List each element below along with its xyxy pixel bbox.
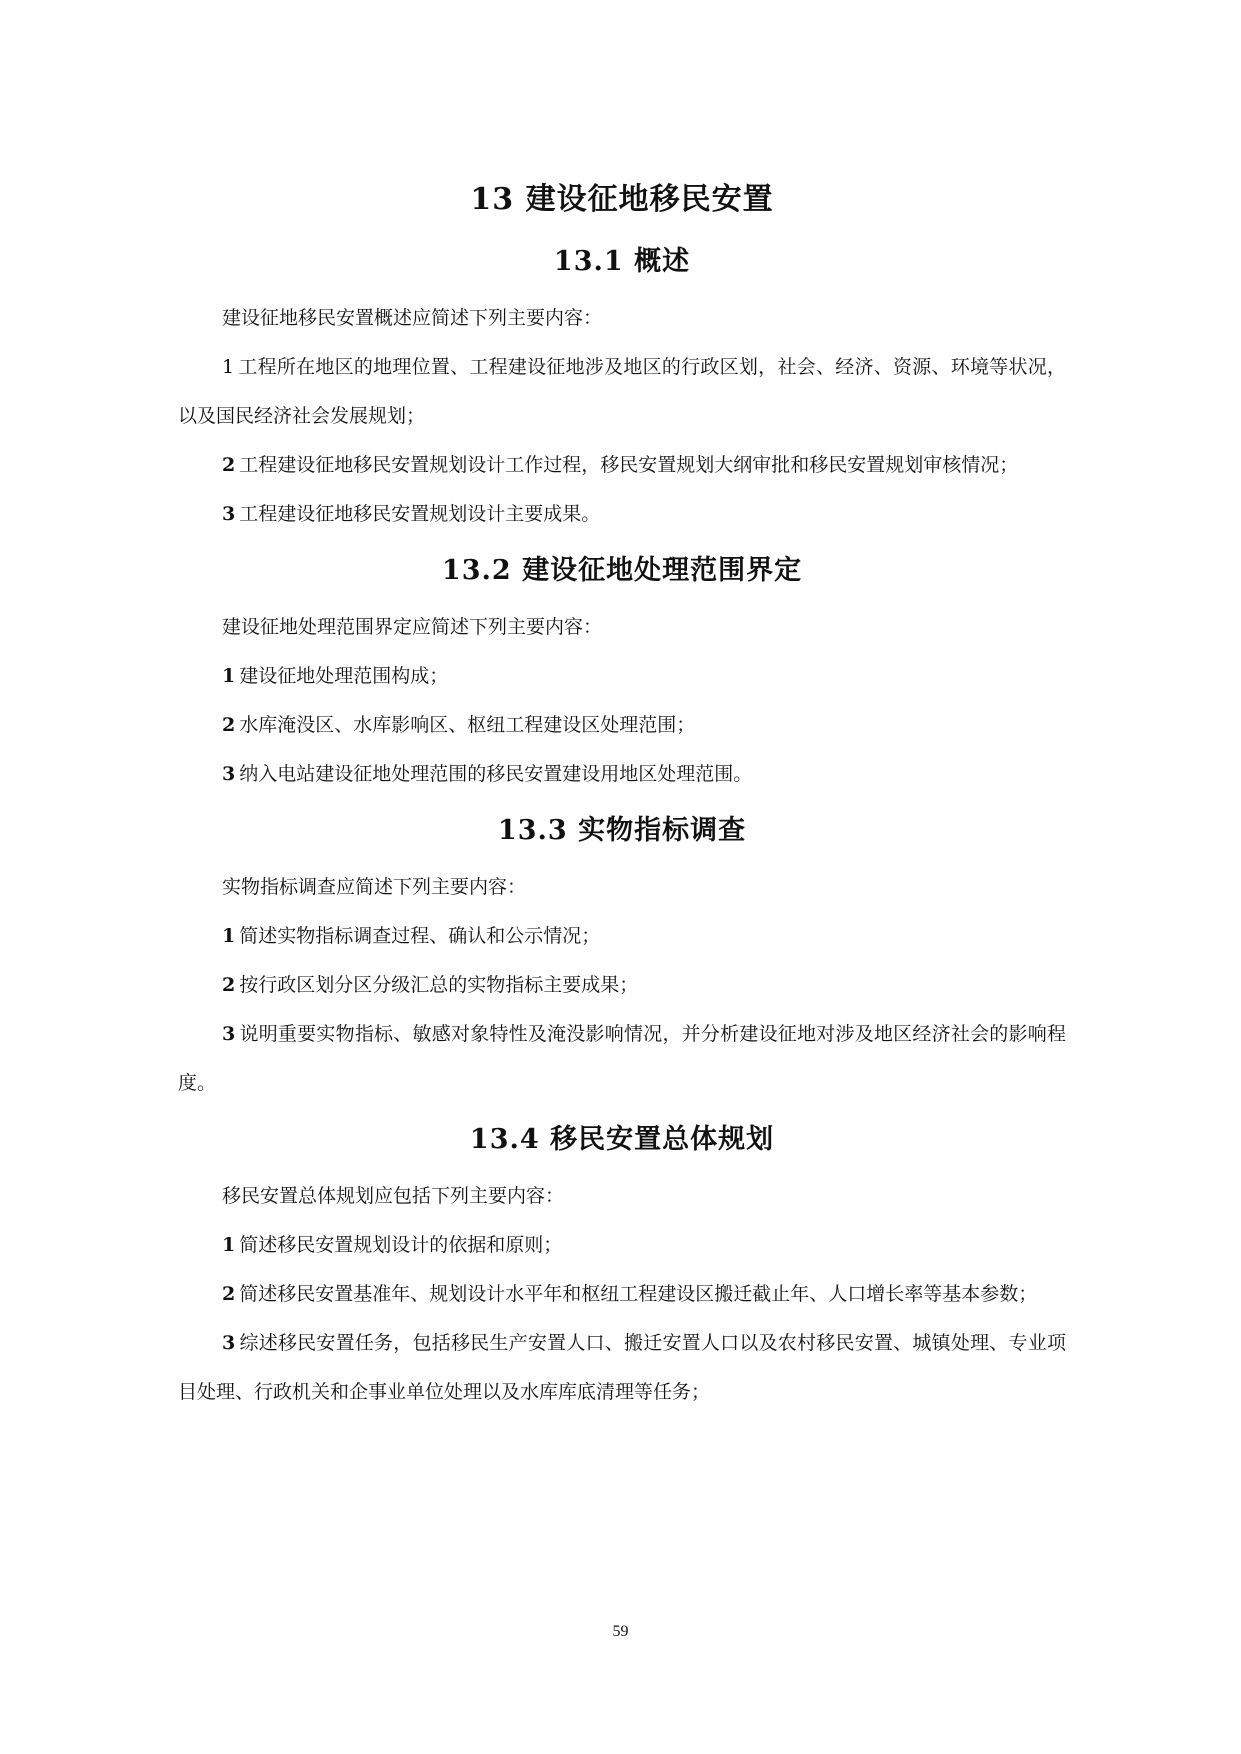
item-text: 水库淹没区、水库影响区、枢纽工程建设区处理范围；	[239, 714, 696, 736]
item-text: 工程建设征地移民安置规划设计主要成果。	[239, 503, 601, 525]
item-number: 1	[222, 356, 235, 378]
item-text: 纳入电站建设征地处理范围的移民安置建设用地区处理范围。	[239, 763, 753, 785]
list-item	[178, 1270, 1066, 1319]
item-number: 3	[222, 763, 236, 785]
item-number: 3	[222, 1332, 236, 1354]
list-item	[178, 1221, 1066, 1270]
item-text: 说明重要实物指标、敏感对象特性及淹没影响情况，并分析建设征地对涉及地区经济社会的影响程度。	[178, 1023, 1066, 1094]
item-text: 工程建设征地移民安置规划设计工作过程，移民安置规划大纲审批和移民安置规划审核情况；	[239, 454, 1019, 476]
item-number: 2	[222, 1283, 236, 1305]
item-number: 1	[222, 665, 236, 687]
item-number: 2	[222, 974, 236, 996]
list-item	[178, 441, 1066, 490]
item-text: 建设征地处理范围构成；	[239, 665, 449, 687]
item-number: 3	[222, 503, 236, 525]
section-intro: 建设征地处理范围界定应简述下列主要内容：	[222, 616, 603, 638]
item-number: 1	[222, 1234, 236, 1256]
section-title-13-2: 13.2 建设征地处理范围界定	[441, 555, 803, 586]
item-number: 3	[222, 1023, 236, 1045]
chapter-title: 13 建设征地移民安置	[470, 182, 774, 217]
section-title-13-3: 13.3 实物指标调查	[497, 815, 747, 846]
page-number: 59	[612, 1623, 629, 1640]
item-text: 简述移民安置基准年、规划设计水平年和枢纽工程建设区搬迁截止年、人口增长率等基本参数；	[239, 1283, 1038, 1305]
section-title-13-4: 13.4 移民安置总体规划	[469, 1124, 775, 1155]
section-intro: 移民安置总体规划应包括下列主要内容：	[222, 1185, 565, 1207]
item-text: 简述实物指标调查过程、确认和公示情况；	[239, 925, 601, 947]
section-intro: 实物指标调查应简述下列主要内容：	[222, 876, 527, 898]
list-item	[178, 912, 1066, 961]
item-text: 综述移民安置任务，包括移民生产安置人口、搬迁安置人口以及农村移民安置、城镇处理、专业项目处理、行政机关和企事业单位处理以及水库库底清理等任务；	[178, 1332, 1066, 1403]
item-text: 简述移民安置规划设计的依据和原则；	[239, 1234, 563, 1256]
section-title-13-1: 13.1 概述	[553, 246, 691, 277]
item-number: 2	[222, 454, 236, 476]
list-item	[178, 1010, 1066, 1108]
item-text: 按行政区划分区分级汇总的实物指标主要成果；	[239, 974, 639, 996]
list-item	[178, 1319, 1066, 1417]
item-number: 2	[222, 714, 236, 736]
list-item	[178, 750, 1066, 799]
list-item	[178, 490, 1066, 539]
list-item	[178, 652, 1066, 701]
section-intro: 建设征地移民安置概述应简述下列主要内容：	[222, 307, 603, 329]
item-number: 1	[222, 925, 236, 947]
page-content	[178, 180, 1066, 1417]
list-item	[178, 343, 1066, 441]
list-item	[178, 701, 1066, 750]
item-text: 工程所在地区的地理位置、工程建设征地涉及地区的行政区划，社会、经济、资源、环境等状况，以及国民经济社会发展规划；	[178, 356, 1066, 427]
list-item	[178, 961, 1066, 1010]
